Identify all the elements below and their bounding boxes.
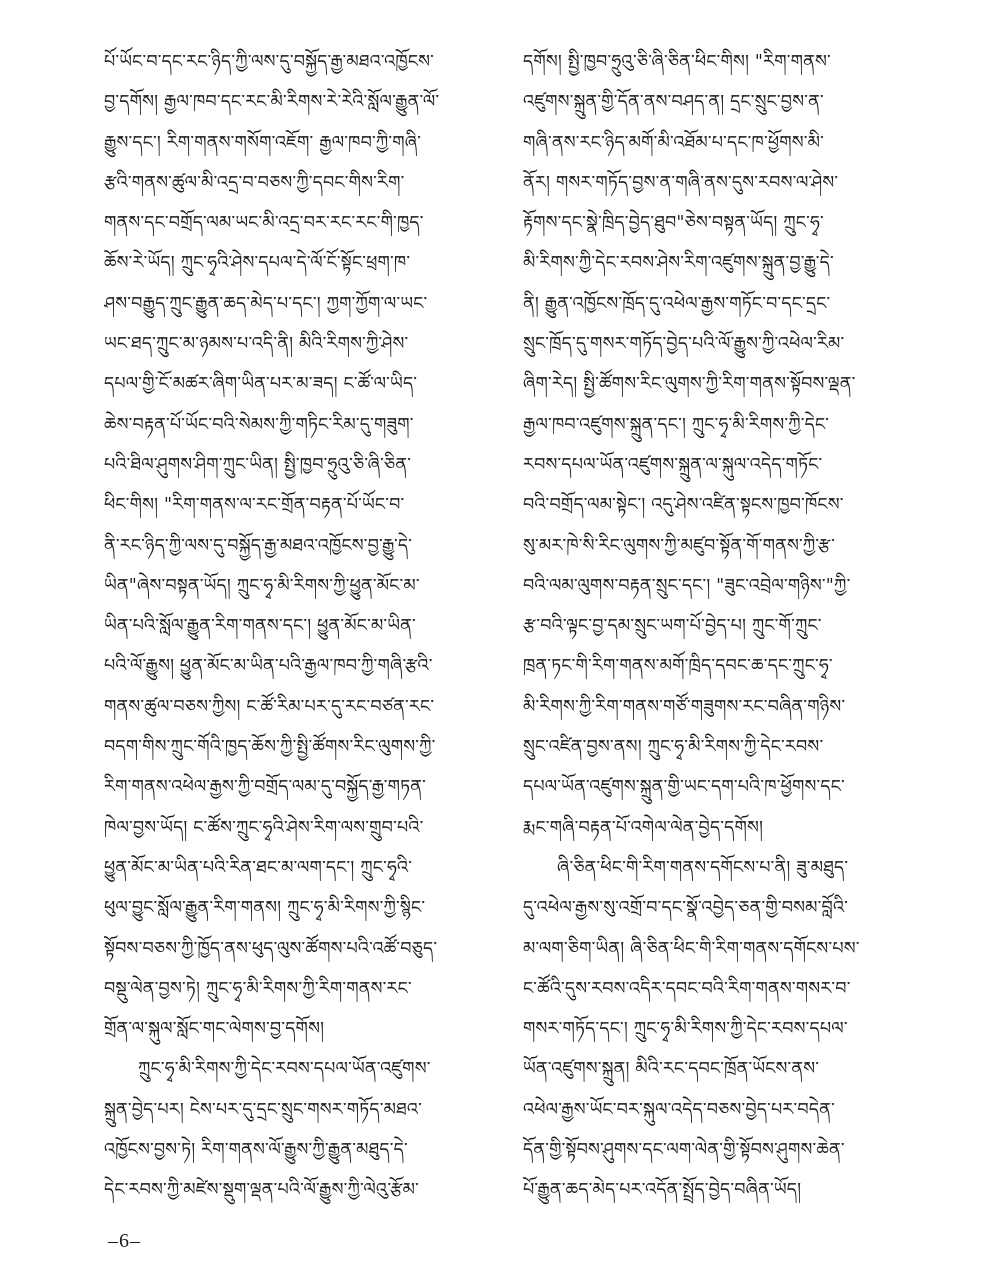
text-line: བའི་བགྲོད་ལམ་སྟེང་། འདུ་ཤེས་འཛིན་སྟངས་ཁྱབ་ཁོངས་ <box>523 495 844 516</box>
text-line: མི་རིགས་ཀྱི་རིག་གནས་གཙོ་གཟུགས་རང་བཞིན་གཉིས་ <box>523 696 846 717</box>
text-line: ནི་རང་ཉིད་ཀྱི་ལས་དུ་བསྐྱོད་རྒྱ་མཐའ་འཁྱོངས་བྱ་རྒྱུ་དེ་ <box>104 535 413 556</box>
text-line: པའི་ལོ་རྒྱུས། ཕྱུན་མོང་མ་ཡིན་པའི་རྒྱལ་ཁབ་ཀྱི་གཞི་རྩའི་ <box>104 656 433 677</box>
text-line: དུ་འཕེལ་རྒྱས་སུ་འགྲོ་བ་དང་སྣོ་འབྱེད་ཅན་གྱི་བསམ་བློའི་ <box>523 898 849 919</box>
text-line: འཁྱོངས་བྱས་ཏེ། རིག་གནས་ལོ་རྒྱུས་ཀྱི་རྒྱུན་མཐུད་དེ་ <box>104 1140 408 1161</box>
text-line: ཡིན"ཞེས་བསྟན་ཡོད། ཀྲུང་ཧྭ་མི་རིགས་ཀྱི་ཕྱུན་མོང་མ་ <box>104 575 420 596</box>
text-line: པའི་ཐིལ་ཤུགས་ཤིག་ཀྲུང་ཡིན། སྤྱི་ཁྱབ་ཧྲུའུ་ཅི་ཞི་ཅིན་ <box>104 454 412 475</box>
text-line: ཕུལ་བྱུང་སློལ་རྒྱུན་རིག་གནས། ཀྲུང་ཧྭ་མི་རིགས་ཀྱི་སྙིང་ <box>104 898 426 919</box>
text-line: སུ་མར་ཁེ་སི་རིང་ལུགས་ཀྱི་མཛུབ་སྟོན་གོ་གནས་ཀྱི་རྩ་ <box>523 535 836 556</box>
text-line: གཞི་ནས་རང་ཉིད་མགོ་མི་འཐོམ་པ་དང་ཁ་ཕྱོགས་མི་ <box>523 132 825 153</box>
text-line: ནི། རྒྱུན་འཁྱོངས་ཁྲོད་དུ་འཕེལ་རྒྱས་གཏོང་བ་དང་དྲང་ <box>523 293 831 314</box>
text-line: མ་ལག་ཅིག་ཡིན། ཞི་ཅིན་ཕིང་གི་རིག་གནས་དགོངས་པས་ <box>523 938 860 959</box>
text-line: དཔལ་ཡོན་འཛུགས་སྐྲུན་གྱི་ཡང་དག་པའི་ཁ་ཕྱོགས་དང་ <box>523 777 845 798</box>
text-line: བྱ་དགོས། རྒྱལ་ཁབ་དང་རང་མི་རིགས་རེ་རེའི་སློལ་རྒྱུན་ལོ་ <box>104 92 440 113</box>
text-line: དགོས། སྤྱི་ཁྱབ་ཧྲུའུ་ཅི་ཞི་ཅིན་ཕིང་གིས། "རིག་གནས་ <box>523 52 831 72</box>
text-line: ཤས་བརྒྱུད་ཀྲུང་རྒྱུན་ཆད་མེད་པ་དང་། ཀྱག་ཀྱོག་ལ་ཡང་ <box>104 293 428 314</box>
text-line: གསར་གཏོད་དང་། ཀྲུང་ཧྭ་མི་རིགས་ཀྱི་དེང་རབས་དཔལ་ <box>523 1019 848 1040</box>
text-line: ཁྲན་ཏང་གི་རིག་གནས་མགོ་ཁྲིད་དབང་ཆ་དང་ཀྲུང་ཧྭ་ <box>523 656 833 677</box>
right-text-column <box>523 42 918 1211</box>
text-line: གནས་ཚུལ་བཅས་ཀྱིས། ང་ཚོ་རིམ་པར་དུ་རང་བཙན་རང་ <box>104 696 435 717</box>
text-line: ཀྲུང་ཧྭ་མི་རིགས་ཀྱི་དེང་རབས་དཔལ་ཡོན་འཛུགས་ <box>138 1059 431 1080</box>
text-line: ཕིང་གིས། "རིག་གནས་ལ་རང་གྲོན་བརྟན་པོ་ཡོང་བ་ <box>104 495 405 516</box>
text-line: རྟོགས་དང་སྣེ་ཁྲིད་བྱེད་ཐུབ"ཅེས་བསྟན་ཡོད། ཀྲུང་ཧྭ་ <box>523 213 824 234</box>
text-line: རྒྱལ་ཁབ་འཛུགས་སྐྲུན་དང་། ཀྲུང་ཧྭ་མི་རིགས་ཀྱི་དེང་ <box>523 414 830 435</box>
left-text-column <box>104 42 499 1211</box>
text-line: འཕེལ་རྒྱས་ཡོང་བར་སྐུལ་འདེད་བཅས་བྱེད་པར་བདེན་ <box>523 1099 835 1120</box>
text-line: ཡོན་འཛུགས་སྐྲུན། མིའི་རང་དབང་ཁྲོན་ཡོངས་ནས་ <box>523 1059 820 1080</box>
text-line: བསྡུ་ལེན་བྱས་ཏེ། ཀྲུང་ཧྭ་མི་རིགས་ཀྱི་རིག་གནས་རང་ <box>104 978 412 999</box>
text-line: ཕྱུན་མོང་མ་ཡིན་པའི་རིན་ཐང་མ་ལག་དང་། ཀྲུང་ཧྭའི་ <box>104 857 413 878</box>
text-line: འཛུགས་སྐྲུན་གྱི་དོན་ནས་བཤད་ན། དྲང་སྲུང་བྱས་ན་ <box>523 92 824 113</box>
text-line: རྒྱུས་དང་། རིག་གནས་གསོག་འཇོག་ རྒྱལ་ཁབ་ཀྱི་གཞི་ <box>104 132 422 153</box>
text-line: ནོར། གསར་གཏོད་བྱས་ན་གཞི་ནས་དུས་རབས་ལ་ཤེས་ <box>523 172 839 193</box>
page-number: –6– <box>108 1230 141 1252</box>
text-line: སྐྲུན་བྱེད་པར། ངེས་པར་དུ་དྲང་སྲུང་གསར་གཏོད་མཐའ་ <box>104 1099 422 1120</box>
text-line: པོ་ཡོང་བ་དང་རང་ཉིད་ཀྱི་ལས་དུ་བསྐྱོད་རྒྱ་མཐའ་འཁྱོངས་ <box>104 52 435 72</box>
text-line: བའི་ལམ་ལུགས་བརྟན་སྲུང་དང་། "ཟུང་འབྲེལ་གཉིས་"ཀྱི་ <box>523 575 851 596</box>
text-line: བདག་གིས་ཀྲུང་གོའི་ཁྱད་ཆོས་ཀྱི་སྤྱི་ཚོགས་རིང་ལུགས་ཀྱི་ <box>104 737 436 758</box>
text-line: པོ་རྒྱུན་ཆད་མེད་པར་འདོན་སྤྲོད་བྱེད་བཞིན་ཡོད། <box>523 1180 802 1201</box>
text-line: རྨང་གཞི་བརྟན་པོ་འགེལ་ལེན་བྱེད་དགོས། <box>523 817 764 838</box>
text-line: རབས་དཔལ་ཡོན་འཛུགས་སྐྲུན་ལ་སྐུལ་འདེད་གཏོང་ <box>523 454 823 475</box>
text-line: ཡིན་པའི་སློལ་རྒྱུན་རིག་གནས་དང་། ཕྱུན་མོང་མ་ཡིན་ <box>104 616 416 637</box>
text-line: ང་ཚོའི་དུས་རབས་འདིར་དབང་བའི་རིག་གནས་གསར་བ་ <box>523 978 851 999</box>
text-line: ཆེས་བརྟན་པོ་ཡོང་བའི་སེམས་ཀྱི་གཏིང་རིམ་དུ་གཟུག་ <box>104 414 414 435</box>
text-line: ཆོས་རེ་ཡོད། ཀྲུང་ཧྭའི་ཤེས་དཔལ་དེ་ལོ་ངོ་སྟོང་ཕྲག་ཁ་ <box>104 253 411 274</box>
text-line: དོན་གྱི་སྟོབས་ཤུགས་དང་ལག་ལེན་གྱི་སྟོབས་ཤུགས་ཆེན་ <box>523 1140 845 1161</box>
text-line: རྩ་བའི་ལྟང་བྱ་དམ་སྲུང་ཡག་པོ་བྱེད་པ། ཀྲུང་གོ་ཀྲུང་ <box>523 616 822 637</box>
text-line: ཁེལ་བྱས་ཡོད། ང་ཚོས་ཀྲུང་ཧྭའི་ཤེས་རིག་ལས་གྲུབ་པའི་ <box>104 817 424 838</box>
text-line: དཔལ་གྱི་ངོ་མཚར་ཞིག་ཡིན་པར་མ་ཟད། ང་ཚོ་ལ་ཡིད་ <box>104 374 418 395</box>
text-line: དེང་རབས་ཀྱི་མཛེས་སྡུག་ལྡན་པའི་ལོ་རྒྱུས་ཀྱི་ལེའུ་རྩོམ་ <box>104 1180 419 1201</box>
text-line: གནས་དང་བགྲོད་ལམ་ཡང་མི་འདྲ་བར་རང་རང་གི་ཁྱད་ <box>104 213 424 234</box>
text-line: ཞིག་རེད། སྤྱི་ཚོགས་རིང་ལུགས་ཀྱི་རིག་གནས་སྟོབས་ལྡན་ <box>523 374 856 395</box>
text-line: གྲོན་ལ་སྐུལ་སློང་གང་ལེགས་བྱ་དགོས། <box>104 1019 325 1040</box>
text-line: ཡང་ཐད་ཀྲུང་མ་ཉམས་པ་འདི་ནི། མིའི་རིགས་ཀྱི་ཤེས་ <box>104 334 409 355</box>
text-line: མི་རིགས་ཀྱི་དེང་རབས་ཤེས་རིག་འཛུགས་སྐྲུན་བྱ་རྒྱུ་དེ་ <box>523 253 834 274</box>
text-line: སྲུང་འཛིན་བྱས་ནས། ཀྲུང་ཧྭ་མི་རིགས་ཀྱི་དེང་རབས་ <box>523 737 824 758</box>
text-line: སྲུང་ཁྲོད་དུ་གསར་གཏོད་བྱེད་པའི་ལོ་རྒྱུས་ཀྱི་འཕེལ་རིམ་ <box>523 334 845 355</box>
text-line: སྟོབས་བཅས་ཀྱི་ཁྱོད་ནས་ཕུད་ལུས་ཚོགས་པའི་འཚོ་བཅུད་ <box>104 938 438 959</box>
text-line: རྩའི་གནས་ཚུལ་མི་འདྲ་བ་བཅས་ཀྱི་དབང་གིས་རིག་ <box>104 172 405 193</box>
text-line: རིག་གནས་འཕེལ་རྒྱས་ཀྱི་བགྲོད་ལམ་དུ་བསྐྱོད་རྒྱ་གཏན་ <box>104 777 427 798</box>
text-line: ཞི་ཅིན་ཕིང་གི་རིག་གནས་དགོངས་པ་ནི། ཟུ་མཐུད་ <box>557 857 849 878</box>
